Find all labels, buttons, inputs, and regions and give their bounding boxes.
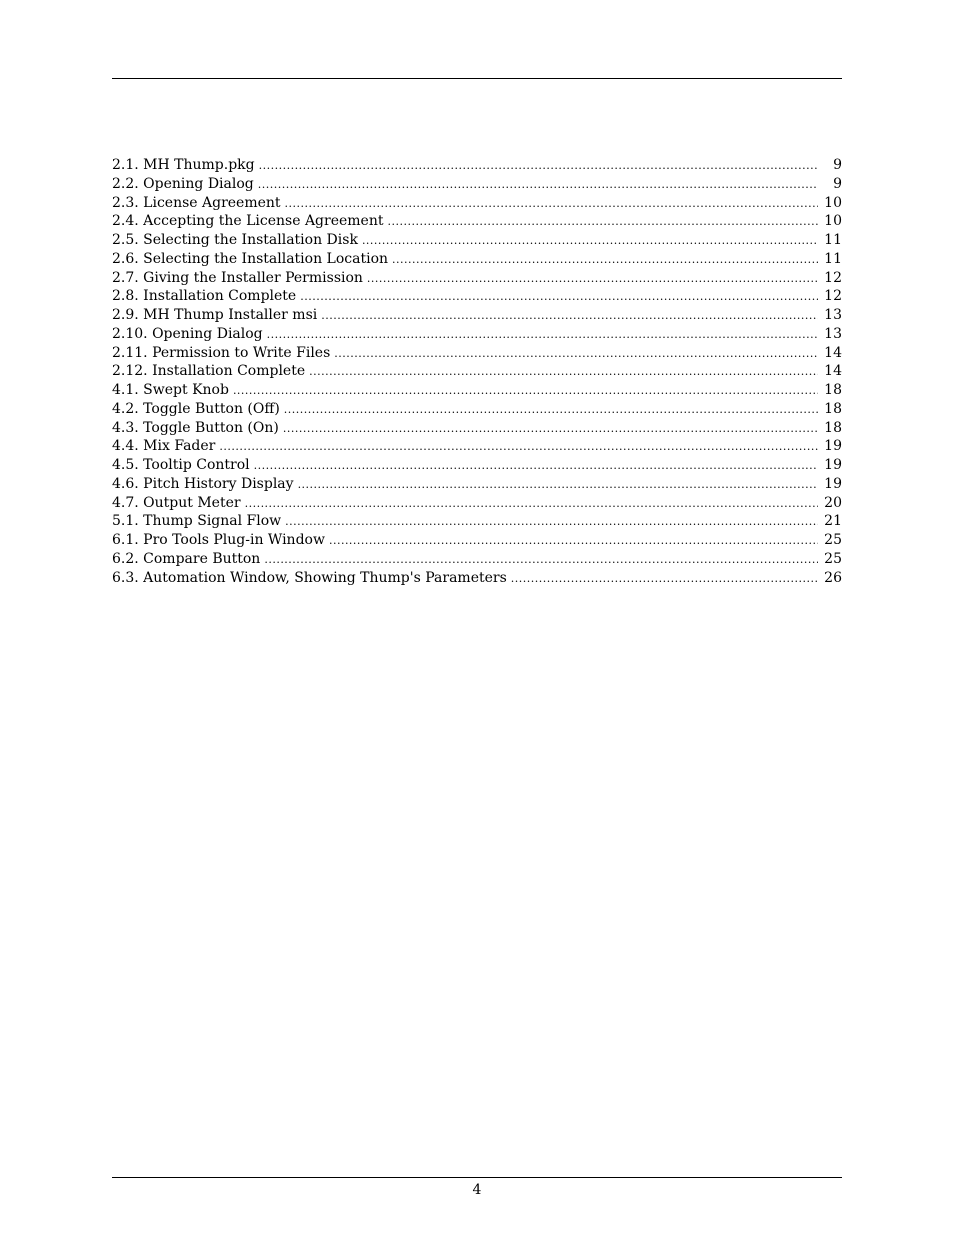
toc-dot-leader <box>388 213 819 231</box>
toc-entry[interactable] <box>112 306 842 325</box>
toc-entry-page: 14 <box>824 363 842 380</box>
toc-dot-leader <box>284 401 818 419</box>
toc-entry-title: 6.2. Compare Button <box>112 550 261 567</box>
toc-dot-leader <box>254 457 818 475</box>
toc-entry[interactable] <box>112 400 842 419</box>
toc-dot-leader <box>245 495 818 513</box>
toc-entry-title: 2.2. Opening Dialog <box>112 175 254 192</box>
toc-entry-page: 12 <box>824 269 842 286</box>
toc-entry[interactable] <box>112 175 842 194</box>
toc-dot-leader <box>233 382 818 400</box>
toc-entry-page: 19 <box>824 475 842 492</box>
toc-entry-title: 2.1. MH Thump.pkg <box>112 157 255 173</box>
toc-entry-title: 2.10. Opening Dialog <box>112 325 263 342</box>
toc-entry-page: 13 <box>824 325 842 342</box>
toc-entry-title: 5.1. Thump Signal Flow <box>112 513 282 530</box>
toc-dot-leader <box>362 232 818 250</box>
toc-entry[interactable] <box>112 231 842 250</box>
toc-entry-page: 11 <box>824 250 842 267</box>
header-rule <box>112 78 842 79</box>
toc-entry-title: 6.3. Automation Window, Showing Thump's Parameters <box>112 569 507 586</box>
toc-entry[interactable] <box>112 419 842 438</box>
toc-entry[interactable] <box>112 494 842 513</box>
toc-entry-page: 25 <box>824 532 842 548</box>
toc-entry-page: 10 <box>824 194 842 211</box>
toc-entry-page: 11 <box>824 232 842 248</box>
footer-rule <box>112 1177 842 1178</box>
toc-entry-title: 2.7. Giving the Installer Permission <box>112 269 363 286</box>
toc-entry-title: 2.3. License Agreement <box>112 194 281 211</box>
toc-entry-page: 18 <box>824 419 842 436</box>
toc-entry-page: 13 <box>824 307 842 323</box>
toc-entry-page: 14 <box>824 344 842 361</box>
toc-entry[interactable] <box>112 512 842 531</box>
toc-entry-page: 12 <box>824 288 842 305</box>
toc-entry-title: 2.11. Permission to Write Files <box>112 344 331 361</box>
toc-entry[interactable] <box>112 269 842 288</box>
toc-dot-leader <box>300 288 818 306</box>
toc-entry[interactable] <box>112 569 842 588</box>
toc-entry-page: 18 <box>824 382 842 398</box>
toc-dot-leader <box>309 363 818 381</box>
toc-entry[interactable] <box>112 456 842 475</box>
toc-entry-page: 18 <box>824 400 842 417</box>
toc-entry[interactable] <box>112 437 842 456</box>
toc-dot-leader <box>283 420 818 438</box>
toc-entry[interactable] <box>112 287 842 306</box>
toc-entry[interactable] <box>112 531 842 550</box>
toc-entry-page: 20 <box>824 494 842 511</box>
toc-dot-leader <box>511 570 818 588</box>
toc-entry-title: 4.2. Toggle Button (Off) <box>112 400 280 417</box>
toc-entry-title: 2.5. Selecting the Installation Disk <box>112 232 358 248</box>
toc-entry-title: 4.5. Tooltip Control <box>112 457 250 473</box>
toc-entry[interactable] <box>112 381 842 400</box>
toc-entry-title: 2.4. Accepting the License Agreement <box>112 213 384 230</box>
toc-entry-page: 19 <box>824 438 842 455</box>
toc-entry[interactable] <box>112 156 842 175</box>
page-number: 4 <box>472 1182 482 1198</box>
toc-entry-title: 4.4. Mix Fader <box>112 438 216 455</box>
toc-entry-title: 2.8. Installation Complete <box>112 288 297 305</box>
toc-dot-leader <box>329 532 818 550</box>
toc-entry-page: 9 <box>833 175 842 192</box>
toc-dot-leader <box>258 176 818 194</box>
toc-dot-leader <box>267 326 818 344</box>
toc-entry[interactable] <box>112 362 842 381</box>
toc-entry-title: 4.6. Pitch History Display <box>112 475 294 492</box>
toc-dot-leader <box>285 513 818 531</box>
toc-entry[interactable] <box>112 475 842 494</box>
list-of-figures <box>112 156 842 587</box>
toc-dot-leader <box>285 195 818 213</box>
toc-dot-leader <box>219 438 818 456</box>
toc-entry-title: 4.7. Output Meter <box>112 494 241 511</box>
toc-entry-title: 4.3. Toggle Button (On) <box>112 419 279 436</box>
toc-entry-page: 26 <box>824 569 842 586</box>
toc-entry-page: 19 <box>824 457 842 473</box>
toc-entry[interactable] <box>112 325 842 344</box>
toc-entry[interactable] <box>112 250 842 269</box>
toc-entry[interactable] <box>112 194 842 213</box>
toc-entry-title: 4.1. Swept Knob <box>112 382 229 398</box>
toc-dot-leader <box>367 270 818 288</box>
toc-dot-leader <box>321 307 818 325</box>
toc-dot-leader <box>259 157 818 175</box>
toc-entry-page: 10 <box>824 213 842 230</box>
toc-entry[interactable] <box>112 550 842 569</box>
toc-entry[interactable] <box>112 344 842 363</box>
toc-dot-leader <box>264 551 818 569</box>
toc-entry-title: 2.6. Selecting the Installation Location <box>112 250 389 267</box>
toc-entry-page: 25 <box>824 550 842 567</box>
toc-entry-page: 21 <box>824 513 842 530</box>
toc-entry-page: 9 <box>833 157 842 173</box>
toc-entry-title: 2.9. MH Thump Installer msi <box>112 307 318 323</box>
toc-entry[interactable] <box>112 212 842 231</box>
toc-dot-leader <box>298 476 818 494</box>
toc-dot-leader <box>334 345 818 363</box>
toc-entry-title: 6.1. Pro Tools Plug-in Window <box>112 532 325 548</box>
toc-dot-leader <box>392 251 818 269</box>
toc-entry-title: 2.12. Installation Complete <box>112 363 306 380</box>
